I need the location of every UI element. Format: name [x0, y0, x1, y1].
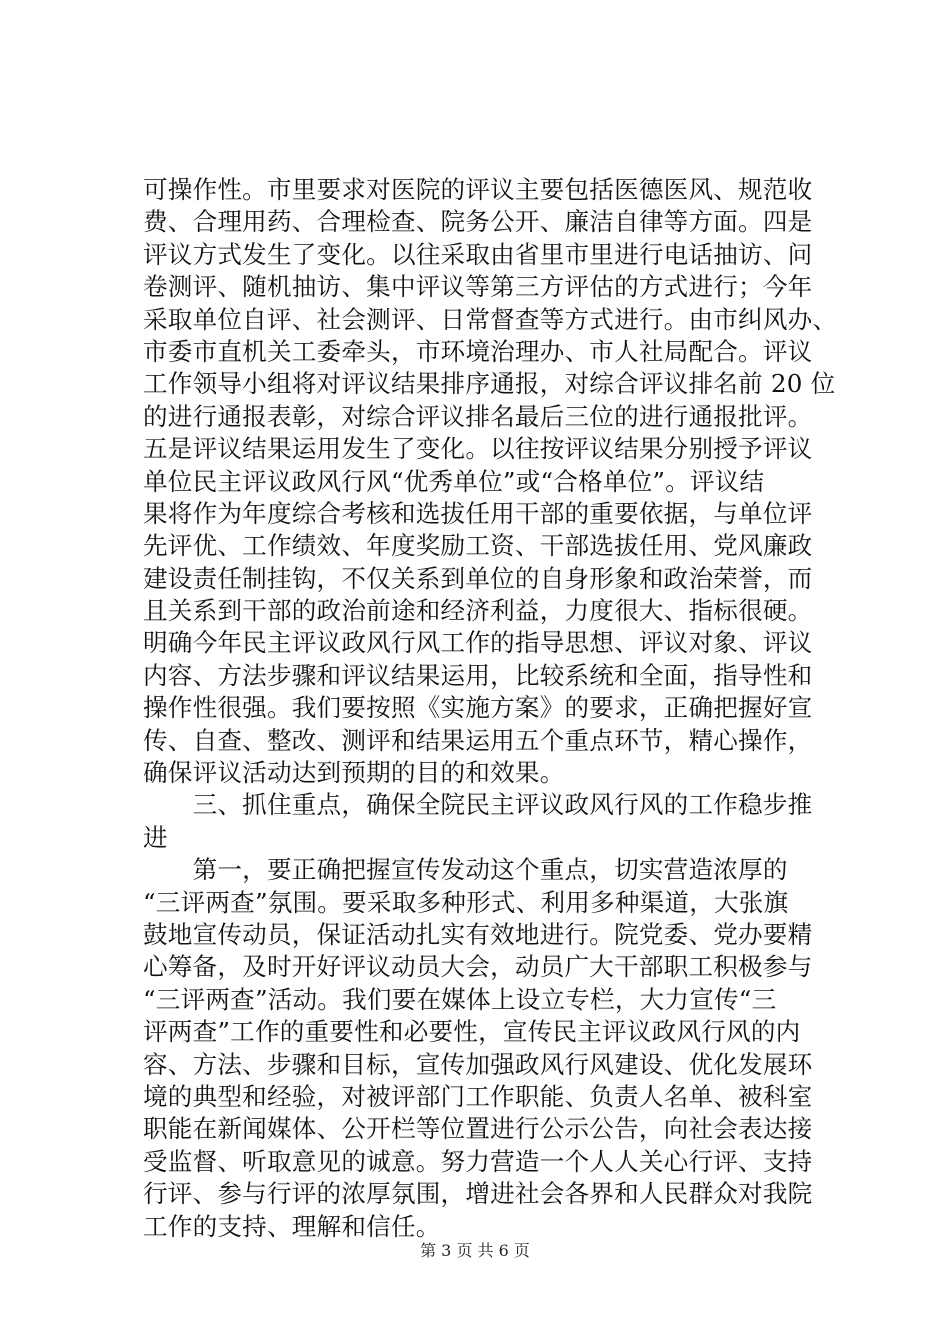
text-line: 明确今年民主评议政风行风工作的指导思想、评议对象、评议 [143, 628, 813, 658]
text-line: 容、方法、步骤和目标，宣传加强政风行风建设、优化发展环 [143, 1049, 813, 1079]
text-line: 行评、参与行评的浓厚氛围，增进社会各界和人民群众对我院 [143, 1179, 813, 1209]
text-line: 鼓地宣传动员，保证活动扎实有效地进行。院党委、党办要精 [143, 919, 813, 949]
text-line: 先评优、工作绩效、年度奖励工资、干部选拔任用、党风廉政 [143, 531, 813, 561]
text-line: 评议方式发生了变化。以往采取由省里市里进行电话抽访、问 [143, 239, 813, 269]
text-line: 内容、方法步骤和评议结果运用，比较系统和全面，指导性和 [143, 660, 813, 690]
text-line: 可操作性。市里要求对医院的评议主要包括医德医风、规范收 [143, 175, 813, 204]
text-line: 市委市直机关工委牵头，市环境治理办、市人社局配合。评议 [143, 336, 813, 366]
page-number-footer: 第 3 页 共 6 页 [420, 1241, 530, 1260]
text-line: 采取单位自评、社会测评、日常督查等方式进行。由市纠风办、 [143, 304, 838, 334]
text-line: 工作的支持、理解和信任。 [143, 1211, 441, 1241]
text-line: 五是评议结果运用发生了变化。以往按评议结果分别授予评议 [143, 434, 813, 464]
text-line: 果将作为年度综合考核和选拔任用干部的重要依据，与单位评 [143, 498, 813, 528]
text-line: 费、合理用药、合理检查、院务公开、廉洁自律等方面。四是 [143, 207, 813, 237]
text-line: 第一，要正确把握宣传发动这个重点，切实营造浓厚的 [143, 855, 788, 885]
text-line: 受监督、听取意见的诚意。努力营造一个人人关心行评、支持 [143, 1146, 813, 1176]
section-heading-line: 三、抓住重点，确保全院民主评议政风行风的工作稳步推 [143, 790, 813, 820]
text-line: 职能在新闻媒体、公开栏等位置进行公示公告，向社会表达接 [143, 1114, 813, 1144]
text-line: 卷测评、随机抽访、集中评议等第三方评估的方式进行；今年 [143, 272, 813, 302]
text-line: 的进行通报表彰，对综合评议排名最后三位的进行通报批评。 [143, 401, 813, 431]
text-line: “三评两查”活动。我们要在媒体上设立专栏，大力宣传“三 [143, 984, 777, 1014]
text-line: 确保评议活动达到预期的目的和效果。 [143, 758, 565, 788]
text-line: 传、自查、整改、测评和结果运用五个重点环节，精心操作， [143, 725, 813, 755]
text-line: 且关系到干部的政治前途和经济利益，力度很大、指标很硬。 [143, 596, 813, 626]
text-line: “三评两查”氛围。要采取多种形式、利用多种渠道，大张旗 [143, 887, 789, 917]
text-line: 评两查”工作的重要性和必要性，宣传民主评议政风行风的内 [143, 1017, 801, 1047]
text-line: 心筹备，及时开好评议动员大会，动员广大干部职工积极参与 [143, 952, 813, 982]
text-line: 单位民主评议政风行风“优秀单位”或“合格单位”。评议结 [143, 466, 765, 496]
text-line: 操作性很强。我们要按照《实施方案》的要求，正确把握好宣 [143, 693, 813, 723]
text-line: 建设责任制挂钩，不仅关系到单位的自身形象和政治荣誉，而 [143, 563, 813, 593]
body-text [143, 174, 843, 1243]
text-line: 工作领导小组将对评议结果排序通报，对综合评议排名前 20 位 [143, 369, 836, 399]
section-heading-line: 进 [143, 822, 168, 852]
text-line: 境的典型和经验，对被评部门工作职能、负责人名单、被科室 [143, 1081, 813, 1111]
